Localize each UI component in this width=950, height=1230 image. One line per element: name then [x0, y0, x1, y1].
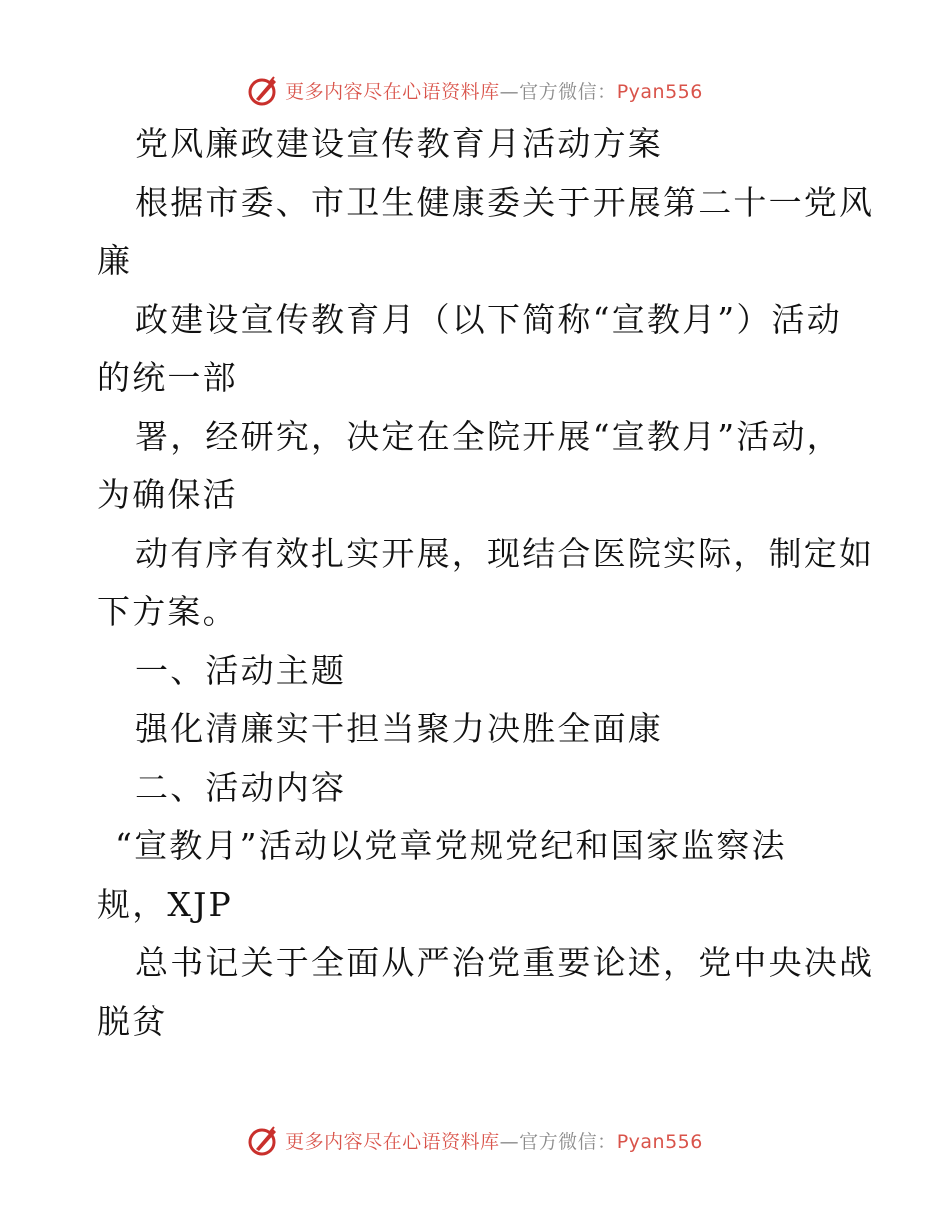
paragraph-line: 廉 — [97, 241, 133, 280]
section-heading: 二、活动内容 — [135, 767, 347, 807]
watermark-dash: — — [499, 1130, 520, 1153]
quill-logo-icon — [247, 1123, 281, 1157]
watermark-wechat-id: Pyan556 — [616, 80, 703, 103]
paragraph-line: 强化清廉实干担当聚力决胜全面康 — [135, 709, 663, 748]
section-heading: 一、活动主题 — [135, 650, 347, 690]
watermark-wechat-label: 官方微信： — [519, 1130, 617, 1153]
watermark-wechat-id: Pyan556 — [616, 1130, 703, 1153]
paragraph-line: “宣教月”活动以党章党规党纪和国家监察法 — [115, 826, 787, 865]
paragraph-line: 政建设宣传教育月（以下简称“宣教月”）活动 — [135, 299, 842, 339]
watermark-dash: — — [499, 80, 520, 103]
paragraph-line: 总书记关于全面从严治党重要论述，党中央决战 — [135, 943, 875, 982]
paragraph-line: 为确保活 — [97, 475, 238, 514]
paragraph-line: 脱贫 — [97, 1001, 168, 1041]
header-watermark — [0, 70, 950, 110]
watermark-wechat-label: 官方微信： — [519, 80, 617, 103]
watermark-main-text: 更多内容尽在心语资料库 — [285, 1130, 500, 1153]
paragraph-line: 署，经研究，决定在全院开展“宣教月”活动， — [135, 416, 842, 456]
paragraph-line: 的统一部 — [97, 358, 238, 397]
quill-logo-icon — [247, 73, 281, 107]
footer-watermark — [0, 1120, 950, 1160]
paragraph-line: 根据市委、市卫生健康委关于开展第二十一党风 — [135, 182, 875, 222]
paragraph-line: 下方案。 — [97, 592, 238, 631]
paragraph-line: 动有序有效扎实开展，现结合医院实际，制定如 — [135, 533, 875, 573]
paragraph-line: 规，XJP — [97, 884, 233, 924]
watermark-main-text: 更多内容尽在心语资料库 — [285, 80, 500, 103]
document-title: 党风廉政建设宣传教育月活动方案 — [135, 124, 663, 163]
document-body — [97, 115, 875, 1051]
